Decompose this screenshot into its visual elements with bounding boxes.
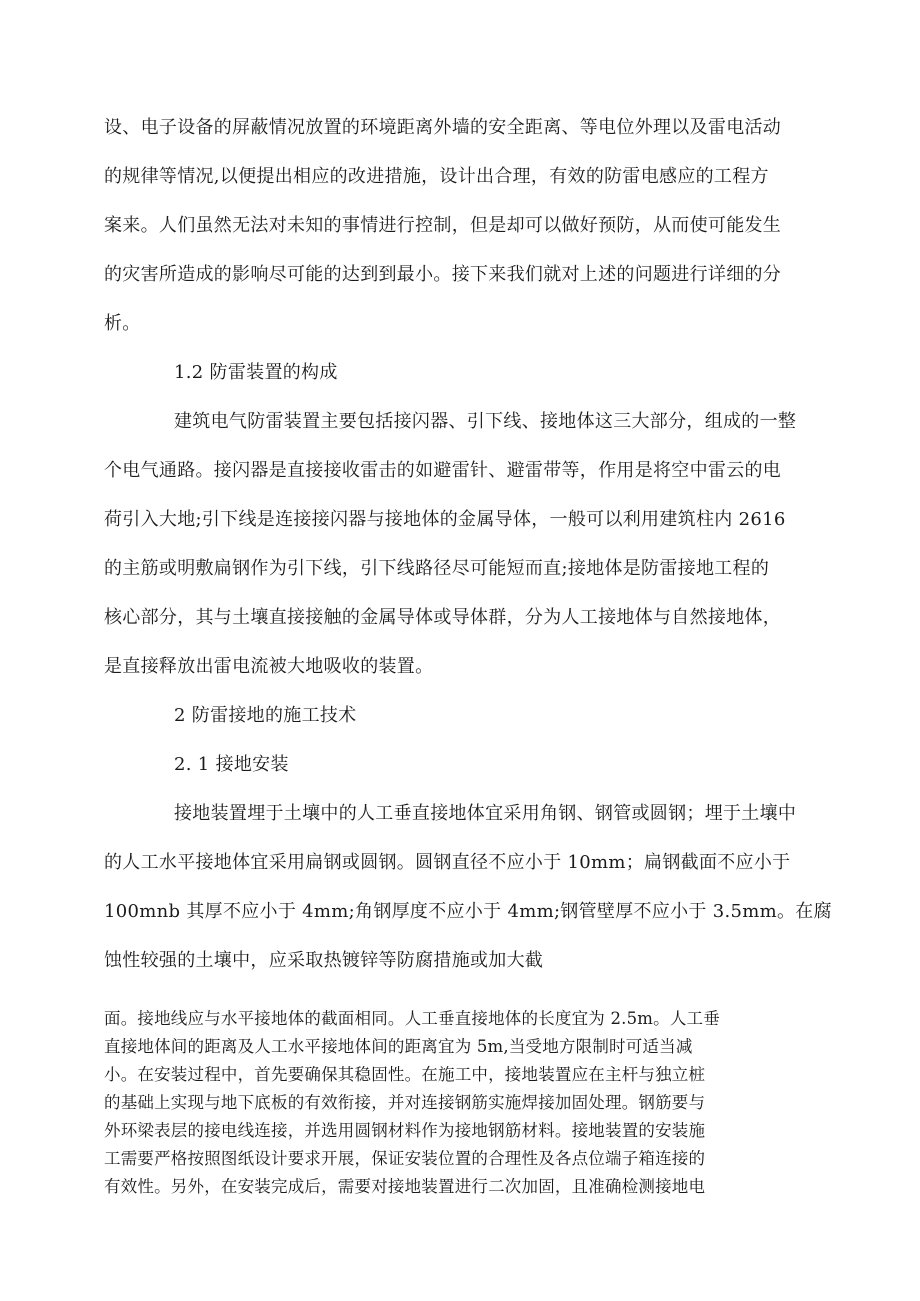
text-line: 建筑电气防雷装置主要包括接闪器、引下线、接地体这三大部分，组成的一整 (174, 411, 797, 432)
text-line: 小。在安装过程中，首先要确保其稳固性。在施工中，接地装置应在主杆与独立桩 (104, 1065, 706, 1084)
section-heading-2-1: 2. 1 接地安装 (174, 754, 289, 775)
text-line: 100mnb 其厚不应小于 4mm;角钢厚度不应小于 4mm;钢管壁厚不应小于 3.5mm。在腐 (104, 901, 832, 922)
text-line: 的规律等情况,以便提出相应的改进措施，设计出合理，有效的防雷电感应的工程方 (104, 166, 769, 187)
text-line: 的基础上实现与地下底板的有效衔接，并对连接钢筋实施焊接加固处理。钢筋要与 (104, 1093, 706, 1112)
text-line: 接地装置埋于土壤中的人工垂直接地体宜采用角钢、钢管或圆钢；埋于土壤中 (174, 803, 797, 824)
text-line: 面。接地线应与水平接地体的截面相同。人工垂直接地体的长度宜为 2.5m。人工垂 (104, 1009, 720, 1028)
text-line: 个电气通路。接闪器是直接接收雷击的如避雷针、避雷带等，作用是将空中雷云的电 (104, 460, 782, 481)
text-line: 设、电子设备的屏蔽情况放置的环境距离外墙的安全距离、等电位外理以及雷电活动 (104, 117, 782, 138)
section-heading-1-2: 1.2 防雷装置的构成 (174, 362, 338, 383)
section-heading-2: 2 防雷接地的施工技术 (174, 705, 357, 726)
text-line: 工需要严格按照图纸设计要求开展，保证安装位置的合理性及各点位端子箱连接的 (104, 1149, 706, 1168)
text-line: 直接地体间的距离及人工水平接地体间的距离宜为 5m,当受地方限制时可适当减 (104, 1037, 693, 1056)
text-line: 的人工水平接地体宜采用扁钢或圆钢。圆钢直径不应小于 10mm；扁钢截面不应小于 (104, 852, 791, 873)
text-line: 案来。人们虽然无法对未知的事情进行控制，但是却可以做好预防，从而使可能发生 (104, 215, 782, 236)
text-line: 的灾害所造成的影响尽可能的达到到最小。接下来我们就对上述的问题进行详细的分 (104, 264, 782, 285)
text-line: 析。 (104, 313, 141, 334)
text-line: 的主筋或明敷扁钢作为引下线，引下线路径尽可能短而直;接地体是防雷接地工程的 (104, 558, 770, 579)
text-line: 蚀性较强的土壤中，应采取热镀锌等防腐措施或加大截 (104, 950, 544, 971)
text-line: 核心部分，其与土壤直接接触的金属导体或导体群，分为人工接地体与自然接地体， (104, 607, 782, 628)
text-line: 是直接释放出雷电流被大地吸收的装置。 (104, 656, 434, 677)
text-line: 外环梁表层的接电线连接，并选用圆钢材料作为接地钢筋材料。接地装置的安装施 (104, 1121, 706, 1140)
text-line: 有效性。另外，在安装完成后，需要对接地装置进行二次加固，且准确检测接地电 (104, 1177, 706, 1196)
text-line: 荷引入大地;引下线是连接接闪器与接地体的金属导体，一般可以利用建筑柱内 2616 (104, 509, 786, 530)
